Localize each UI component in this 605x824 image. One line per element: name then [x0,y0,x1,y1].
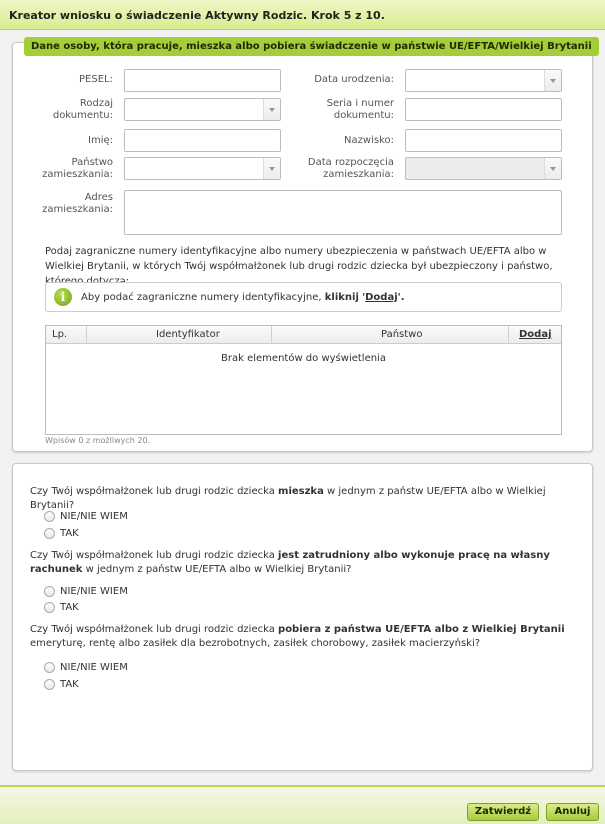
table-empty-message: Brak elementów do wyświetlenia [221,353,386,364]
col-separator [271,326,272,344]
question-lives-bold: mieszka [278,486,324,497]
question-works-post: w jednym z państw UE/EFTA albo w Wielkiej Brytanii? [85,564,352,575]
pesel-label: PESEL: [79,74,113,85]
chevron-down-icon[interactable] [544,70,561,91]
info-text [81,292,405,303]
radio-circle[interactable] [44,679,55,690]
question-receives-pre: Czy Twój współmałżonek lub drugi rodzic dziecka [30,624,275,635]
radio-circle[interactable] [44,602,55,613]
col-lp: Lp. [52,329,68,340]
col-country: Państwo [381,329,423,340]
country-label-line1: Państwo [71,157,113,168]
country-label [33,157,113,181]
pesel-input[interactable] [124,69,281,92]
info-quote-close: '. [397,292,405,303]
document-number-label-line1: Seria i numer [326,98,394,109]
document-type-label [33,98,113,122]
address-label-line2: zamieszkania: [42,204,113,215]
question-works-pre: Czy Twój współmałżonek lub drugi rodzic dziecka [30,550,275,561]
radio-label: TAK [60,528,79,539]
birth-date-label: Data urodzenia: [314,74,394,85]
question-lives [30,485,570,513]
address-textarea[interactable] [124,190,562,235]
residence-start-label-line1: Data rozpoczęcia [307,157,394,168]
address-label-line1: Adres [84,192,113,203]
first-name-label: Imię: [88,135,113,146]
info-prefix: Aby podać zagraniczne numery identyfikacyjne, [81,292,322,303]
info-icon: i [54,288,72,306]
col-identifier: Identyfikator [156,329,220,340]
add-link[interactable]: Dodaj [519,329,552,340]
entries-count: Wpisów 0 z możliwych 20. [45,436,151,445]
window-titlebar [0,0,605,30]
info-bold: kliknij [324,292,359,303]
radio-label: NIE/NIE WIEM [60,511,128,522]
chevron-down-icon[interactable] [263,158,280,179]
residence-start-select[interactable] [405,157,562,180]
radio-circle[interactable] [44,511,55,522]
col-separator [508,326,509,344]
section-legend: Dane osoby, która pracuje, mieszka albo pobiera świadczenie w państwie UE/EFTA/Wielkiej Brytanii [24,37,599,56]
question-receives-bold: pobiera z państwa UE/EFTA albo z Wielkiej Brytanii [278,624,565,635]
instructions-text: Podaj zagraniczne numery identyfikacyjne albo numery ubezpieczenia w państwach UE/EFTA albo w Wielkiej Brytanii, w których Twój współmałżonek lub drugi rodzic dziecka był ubezpieczony i państwo, [45,246,553,272]
radio-circle[interactable] [44,586,55,597]
col-separator [86,326,87,344]
question-works [30,549,570,577]
chevron-down-icon[interactable] [544,158,561,179]
radio-label: TAK [60,679,79,690]
document-number-label [295,98,394,122]
document-type-select[interactable] [124,98,281,121]
document-type-label-line2: dokumentu: [52,110,113,121]
table-header [46,326,561,344]
confirm-button[interactable]: Zatwierdź [467,803,539,821]
question-receives [30,623,570,651]
country-select[interactable] [124,157,281,180]
document-type-label-line1: Rodzaj [79,98,113,109]
question-lives-post: w jednym z państw UE/EFTA albo w Wielkiej Brytanii? [30,486,546,511]
radio-circle[interactable] [44,662,55,673]
radio-circle[interactable] [44,528,55,539]
info-dodaj-link[interactable]: Dodaj [365,292,398,303]
country-label-line2: zamieszkania: [42,169,113,180]
radio-label: NIE/NIE WIEM [60,662,128,673]
info-quote-open: ' [362,292,366,303]
question-works-bold: jest zatrudniony albo wykonuje pracę na własny rachunek [30,550,550,575]
document-number-label-line2: dokumentu: [333,110,394,121]
radio-label: TAK [60,602,79,613]
questions-panel [12,463,593,771]
birth-date-select[interactable] [405,69,562,92]
person-data-panel [12,42,593,452]
window-title: Kreator wniosku o świadczenie Aktywny Rodzic. Krok 5 z 10. [9,9,385,22]
question-receives-post: emeryturę, rentę albo zasiłek dla bezrobotnych, zasiłek chorobowy, zasiłek macierzyński? [30,638,481,649]
identifiers-table [45,325,562,435]
residence-start-label-line2: zamieszkania: [323,169,394,180]
first-name-input[interactable] [124,129,281,152]
document-number-input[interactable] [405,98,562,121]
address-label [33,192,113,216]
last-name-input[interactable] [405,129,562,152]
question-lives-pre: Czy Twój współmałżonek lub drugi rodzic dziecka [30,486,275,497]
last-name-label: Nazwisko: [344,135,394,146]
cancel-button[interactable]: Anuluj [546,803,599,821]
chevron-down-icon[interactable] [263,99,280,120]
radio-label: NIE/NIE WIEM [60,586,128,597]
residence-start-label [295,157,394,181]
info-box [45,282,562,312]
